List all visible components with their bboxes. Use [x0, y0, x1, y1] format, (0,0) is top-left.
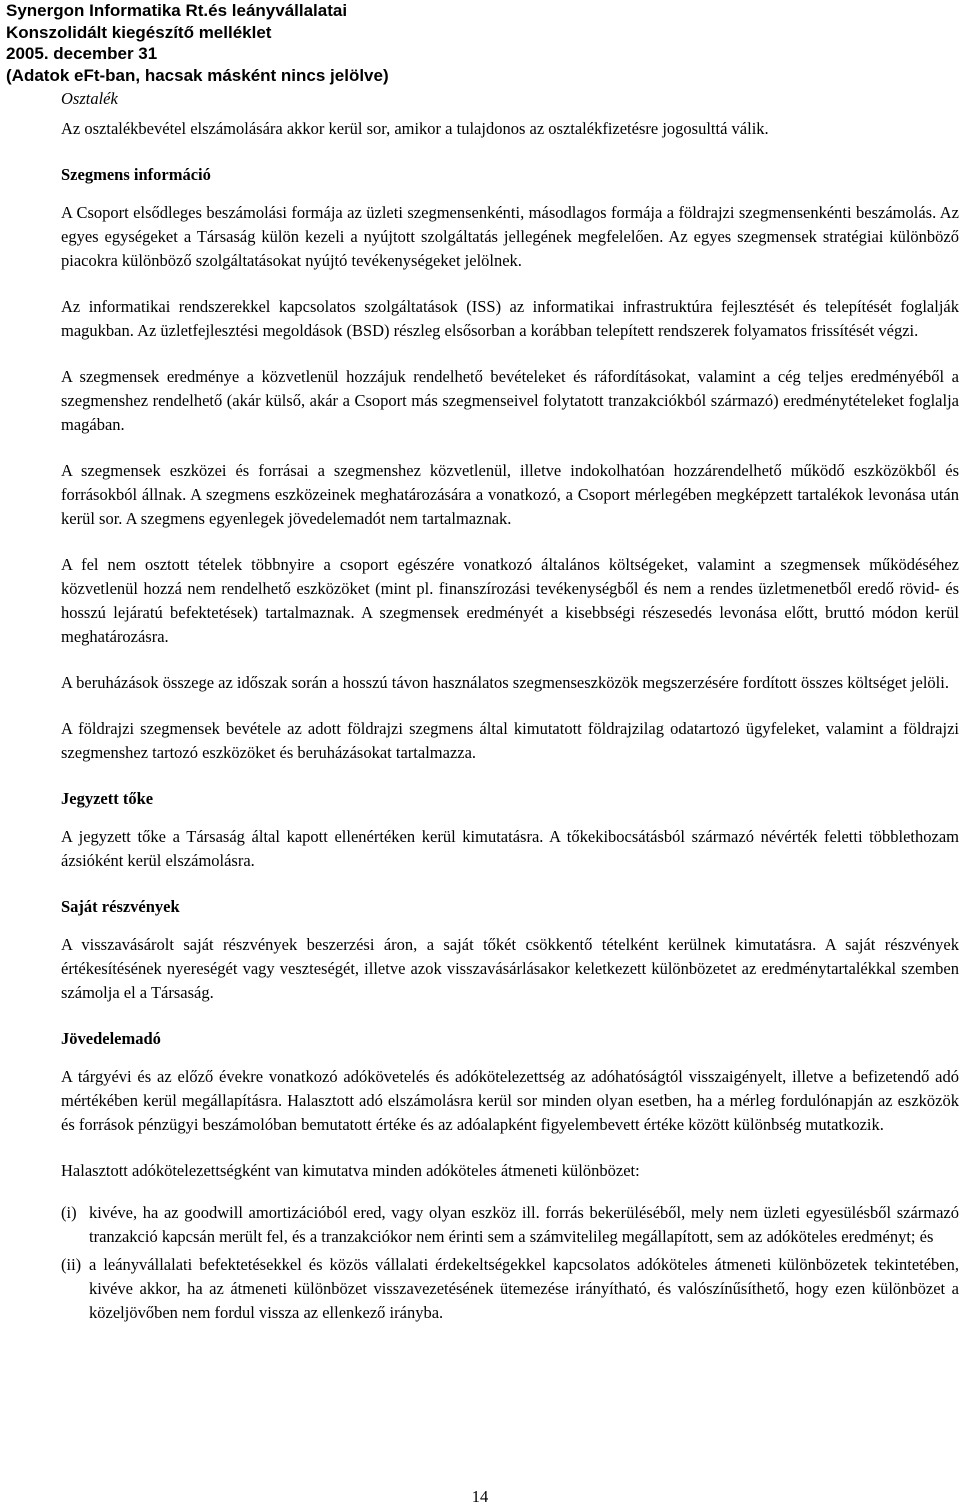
document-body [61, 87, 959, 1325]
paragraph-jovedelemado-1: A tárgyévi és az előző évekre vonatkozó adókövetelés és adókötelezettség az adóhatóságtól visszaigényelt, illetve a befizetendő adó mértékében kerül megállapításra. Halasztott adó elszámolásra kerül sor minden olyan esetben, ha a mérleg fordulónapján az eszközök és források pénzügyi beszámolóban bemutatott értéke és az adóalapként figyelembevett értéke között különbség mutatkozik. [61, 1067, 959, 1134]
section-title-jovedelemado: Jövedelemadó [61, 1029, 161, 1048]
section-title-szegmens: Szegmens információ [61, 165, 211, 184]
list-item-marker: (i) [61, 1203, 77, 1222]
paragraph-jovedelemado-2: Halasztott adókötelezettségként van kimutatva minden adóköteles átmeneti különbözet: [61, 1161, 640, 1180]
section-title-sajat-reszvenyek: Saját részvények [61, 897, 180, 916]
page-number: 14 [471, 1487, 489, 1506]
deferred-tax-list [61, 1201, 959, 1325]
paragraph-sajat-reszvenyek: A visszavásárolt saját részvények beszerzési áron, a saját tőkét csökkentő tételként kerülnek kimutatásra. A saját részvények értékesítésének nyereségét vagy veszteségét, illetve azok visszavásárlásakor keletkezett különbözetet az eredménytartalékkal szemben számolja el a Társaság. [61, 935, 959, 1002]
document-header [6, 0, 389, 86]
paragraph-szegmens-1: A Csoport elsődleges beszámolási formája az üzleti szegmensenkénti, másodlagos formája a földrajzi szegmensenkénti beszámolás. Az egyes egységeket a Társaság külön kezeli a nyújtott szolgáltatás jellegének megfelelően. Az egyes szegmensek stratégiai különböző piacokra különböző szolgáltatásokat nyújtó tevékenységeket jelölnek. [61, 203, 959, 270]
paragraph-szegmens-7: A földrajzi szegmensek bevétele az adott földrajzi szegmens által kimutatott földrajzilag odatartozó ügyfeleket, valamint a földrajzi szegmenshez tartozó eszközöket és beruházásokat tartalmazza. [61, 719, 959, 762]
paragraph-szegmens-6: A beruházások összege az időszak során a hosszú távon használatos szegmenseszközök megszerzésére fordított összes költséget jelöli. [61, 673, 949, 692]
list-item-marker: (ii) [61, 1255, 82, 1274]
document-subtitle: Konszolidált kiegészítő melléklet [6, 22, 272, 42]
list-item [61, 1201, 959, 1249]
list-item-text: a leányvállalati befektetésekkel és közös vállalati érdekeltségekkel kapcsolatos adóköteles átmeneti különbözetek tekintetében, kivéve akkor, ha az átmeneti különbözet visszavezetésének ütemezése irányítható, és valószínűsíthető, hogy ezen különbözet a közeljövőben nem fordul vissza az ellenkező irányba. [89, 1255, 959, 1322]
section-title-osztalek: Osztalék [61, 89, 118, 108]
company-name: Synergon Informatika Rt.és leányvállalatai [6, 1, 348, 20]
paragraph-szegmens-4: A szegmensek eszközei és forrásai a szegmenshez közvetlenül, illetve indokolhatóan hozzárendelhető működő eszközökből és forrásokból állnak. A szegmens eszközeinek meghatározására a vonatkozó, a Csoport mérlegében megképzett tartalékok levonása után kerül sor. A szegmens egyenlegek jövedelemadót nem tartalmaznak. [61, 461, 959, 528]
report-date: 2005. december 31 [6, 44, 158, 63]
paragraph-szegmens-5: A fel nem osztott tételek többnyire a csoport egészére vonatkozó általános költségeket, valamint a szegmensek működéséhez közvetlenül hozzá nem rendelhető eszközöket (mint pl. finanszírozási tevékenységből és nem a rendes üzletmenetből eredő rövid- és hosszú lejáratú befektetések) tartalmaznak. A szegmensek eredményét a kisebbségi részesedés levonása előtt, bruttó módon kerül meghatározásra. [61, 555, 959, 646]
paragraph-jegyzett-toke: A jegyzett tőke a Társaság által kapott ellenértéken kerül kimutatásra. A tőkekibocsátásból származó névérték feletti többlethozam ázsióként kerül elszámolásra. [61, 827, 959, 870]
list-item-text: kivéve, ha az goodwill amortizációból ered, vagy olyan eszköz ill. forrás bekerüléséből, mely nem üzleti egyesülésből származó tranzakció kapcsán merült fel, és a tranzakciókor nem érinti sem a számvitelileg megállapított, sem az adóköteles eredményt; és [89, 1203, 959, 1246]
list-item [61, 1253, 959, 1325]
paragraph-szegmens-3: A szegmensek eredménye a közvetlenül hozzájuk rendelhető bevételeket és ráfordításokat, valamint a cég teljes eredményéből a szegmenshez rendelhető (akár külső, akár a Csoport más szegmenseivel folytatott tranzakciókból származó) eredménytételeket foglalja magában. [61, 367, 959, 434]
paragraph-osztalek: Az osztalékbevétel elszámolására akkor kerül sor, amikor a tulajdonos az osztalékfizetésre jogosulttá válik. [61, 119, 769, 138]
units-note: (Adatok eFt-ban, hacsak másként nincs jelölve) [6, 65, 389, 85]
paragraph-szegmens-2: Az informatikai rendszerekkel kapcsolatos szolgáltatások (ISS) az informatikai infrastruktúra fejlesztését és telepítését foglalják magukban. Az üzletfejlesztési megoldások (BSD) részleg elsősorban a korábban telepített rendszerek folyamatos frissítését végzi. [61, 297, 959, 340]
section-title-jegyzett-toke: Jegyzett tőke [61, 789, 154, 808]
